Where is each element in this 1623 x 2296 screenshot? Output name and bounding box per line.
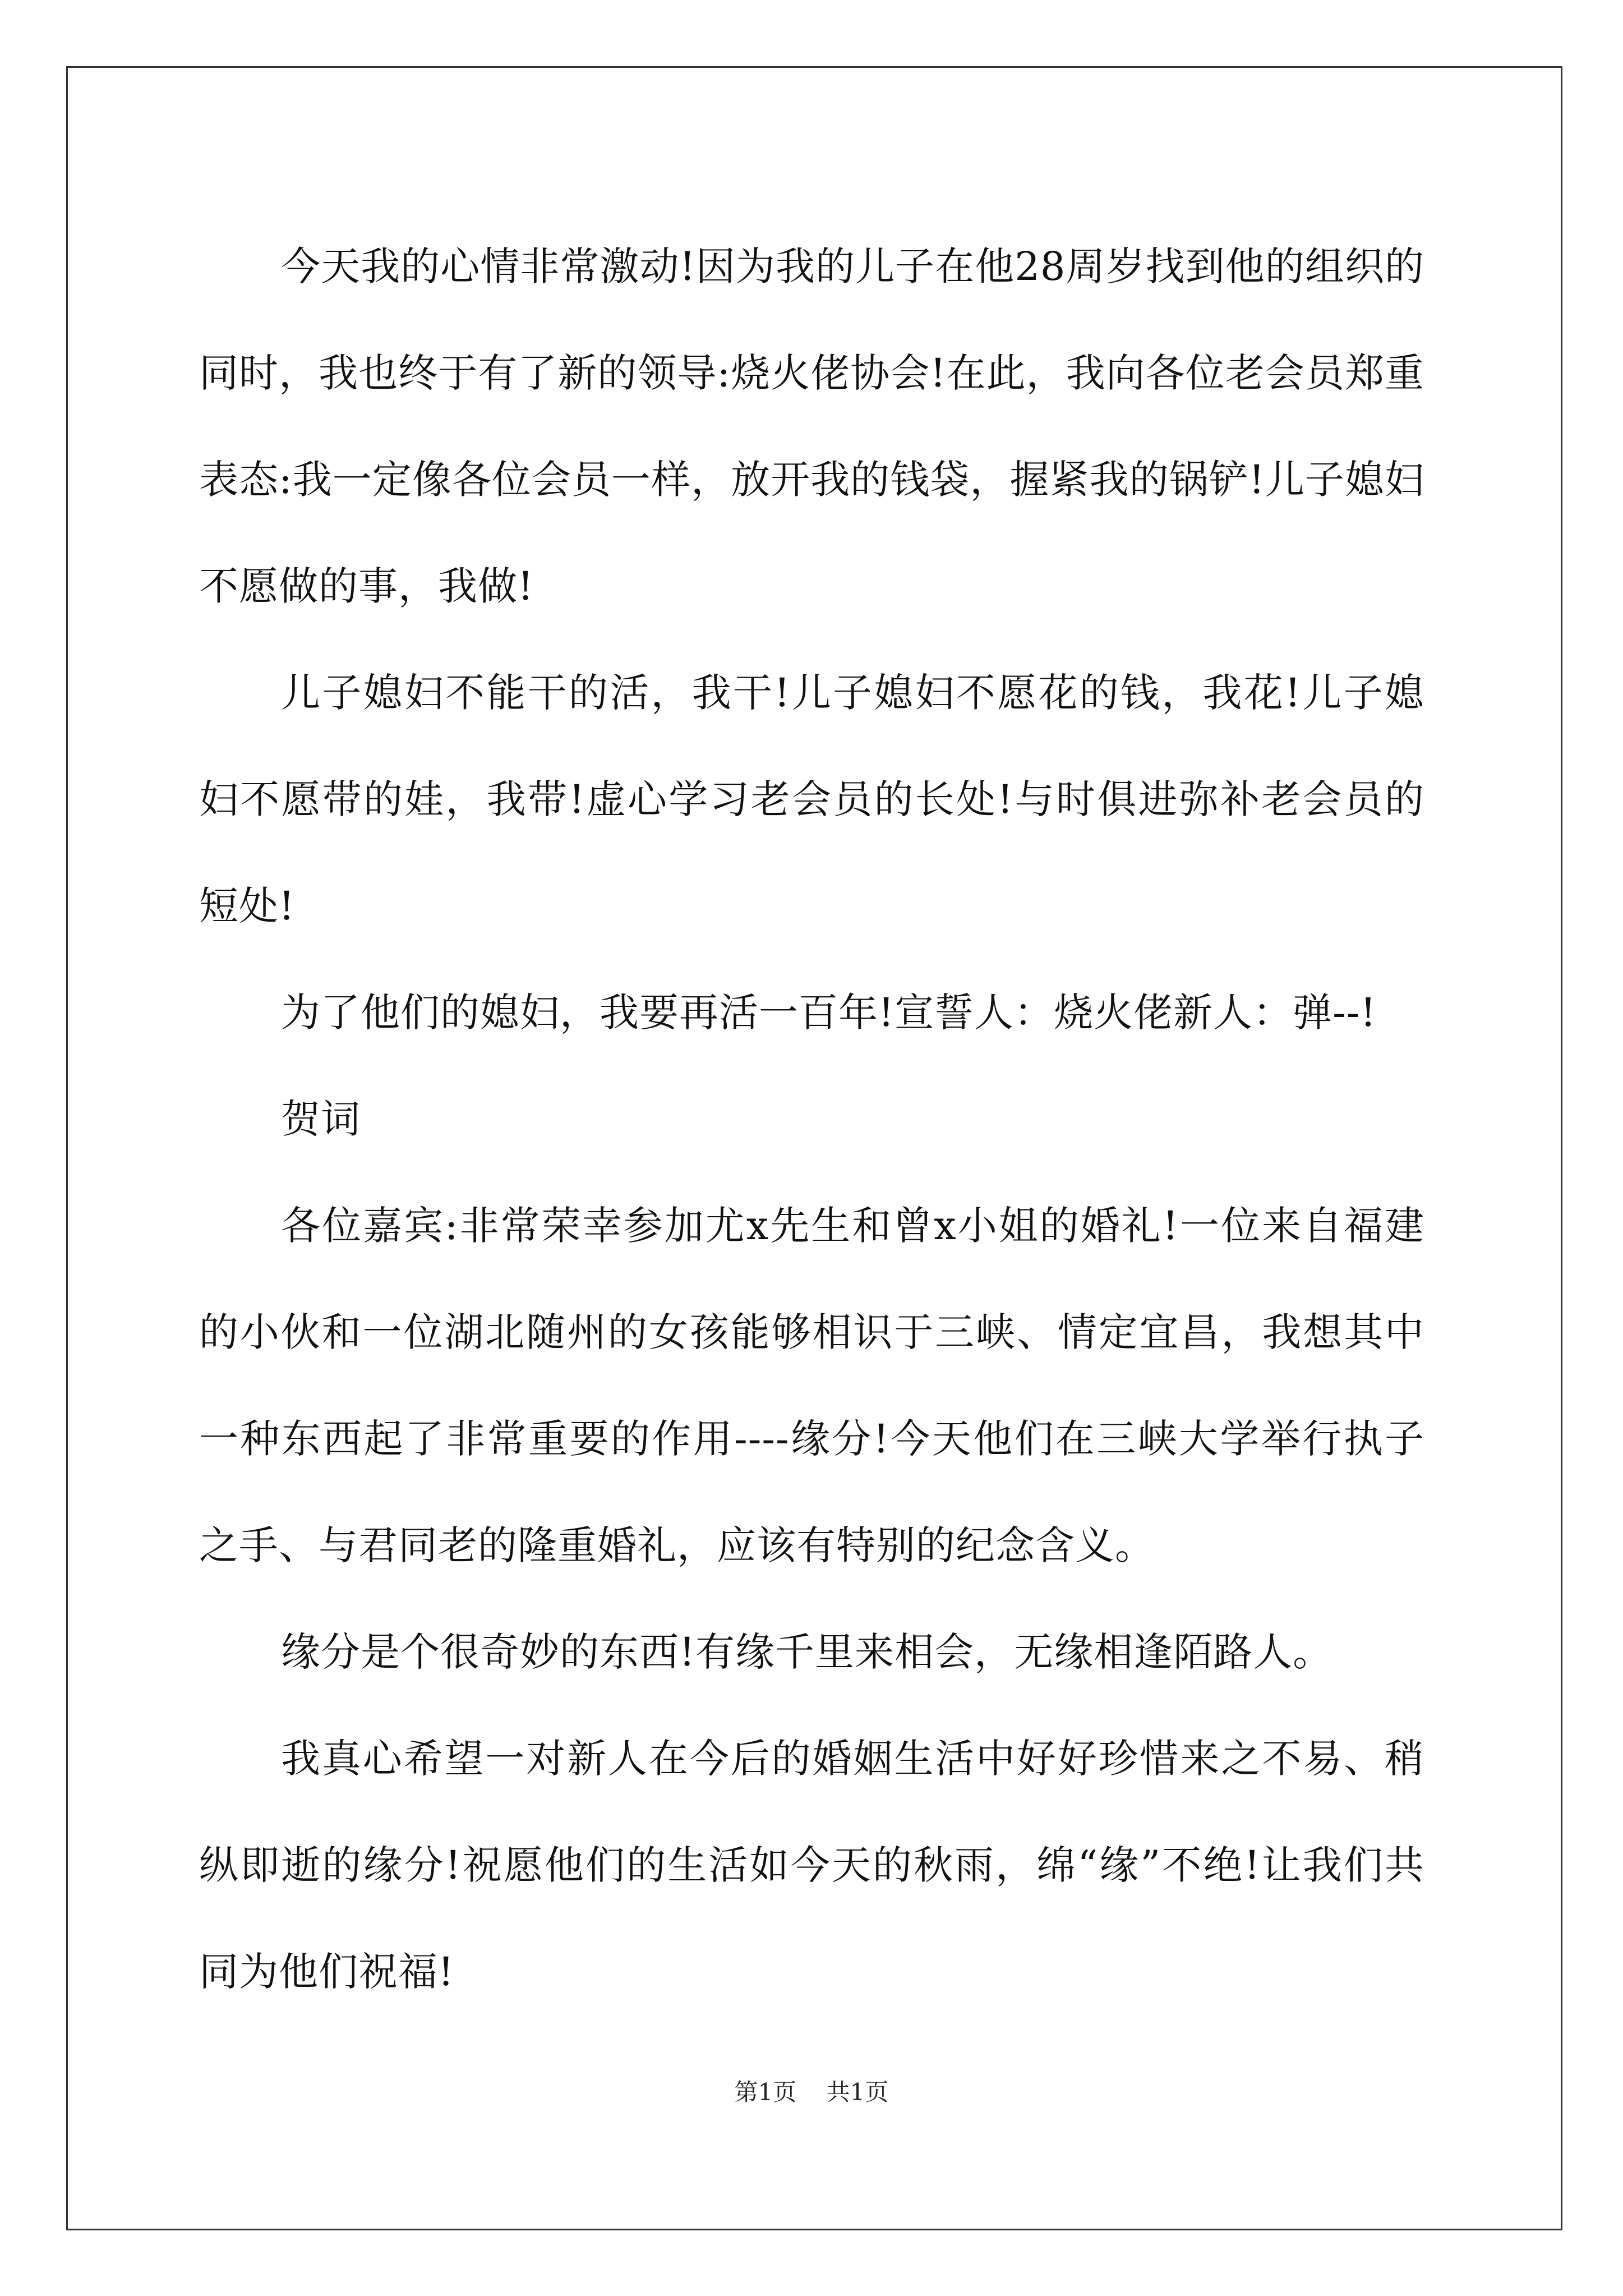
page-footer bbox=[0, 2076, 1623, 2109]
paragraph: 儿子媳妇不能干的活，我干!儿子媳妇不愿花的钱，我花!儿子媳妇不愿带的娃，我带!虚心学习老会员的长处!与时俱进弥补老会员的短处! bbox=[199, 670, 1424, 929]
paragraph: 缘分是个很奇妙的东西!有缘千里来相会，无缘相逢陌路人。 bbox=[281, 1629, 1333, 1675]
paragraph: 今天我的心情非常激动!因为我的儿子在他28周岁找到他的组织的同时，我也终于有了新的领导:烧火佬协会!在此，我向各位老会员郑重表态:我一定像各位会员一样，放开我的钱袋，握紧我的锅铲!儿子媳妇不愿做的事，我做! bbox=[199, 243, 1424, 609]
paragraph: 为了他们的媳妇，我要再活一百年!宣誓人：烧火佬新人：弹--! bbox=[281, 990, 1377, 1036]
paragraph: 我真心希望一对新人在今后的婚姻生活中好好珍惜来之不易、稍纵即逝的缘分!祝愿他们的生活如今天的秋雨，绵“缘”不绝!让我们共同为他们祝福! bbox=[199, 1736, 1424, 1995]
paragraph: 各位嘉宾:非常荣幸参加尤x先生和曾x小姐的婚礼!一位来自福建的小伙和一位湖北随州的女孩能够相识于三峡、情定宜昌，我想其中一种东西起了非常重要的作用----缘分!今天他们在三峡大学举行执子之手、与君同老的隆重婚礼，应该有特别的纪念含义。 bbox=[199, 1203, 1424, 1568]
document-body bbox=[199, 213, 1424, 2025]
page-number: 第1页 bbox=[734, 2078, 797, 2106]
section-heading: 贺词 bbox=[281, 1096, 361, 1142]
page-total: 共1页 bbox=[826, 2078, 889, 2106]
